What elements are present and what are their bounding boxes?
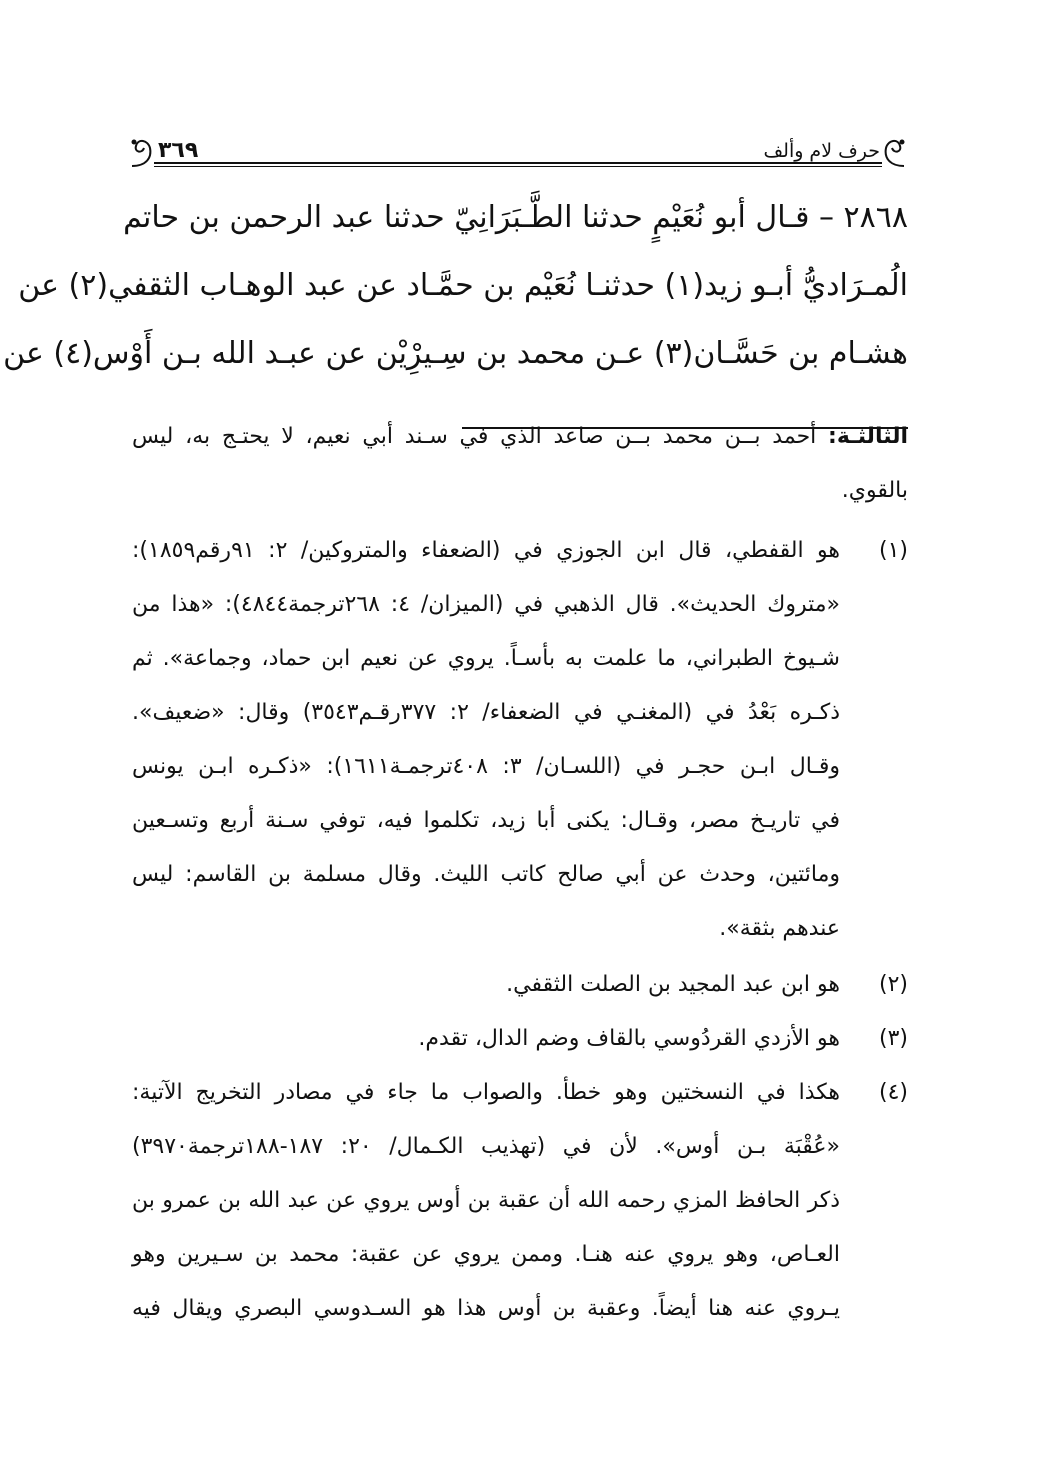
footnote-4 xyxy=(132,1066,908,1336)
footnote-number: (٢) xyxy=(878,972,908,997)
text-line: بالقوي. xyxy=(841,478,908,503)
text-line: وقـال ابـن حجـر في (اللسـان/ ٣: ٤٠٨ترجمـة١٦١١): «ذكـره ابـن يونس xyxy=(132,754,841,779)
running-header xyxy=(128,136,908,170)
text-line: عندهم بثقة». xyxy=(719,916,840,941)
text-line: «عُقْبَة بـن أوس». لأن في (تهذيب الكـمال/ ٢٠: ١٨٧-١٨٨ترجمة٣٩٧٠) xyxy=(132,1134,840,1159)
text-line: ومائتين، وحدث عن أبي صالح كاتب الليث. وقال مسلمة بن القاسم: ليس xyxy=(132,862,840,887)
text-line: شـيوخ الطبراني، ما علمت به بأسـاً. يروي عن نعيم ابن حماد، وجماعة». ثم xyxy=(132,646,840,671)
text-line: هو الأزدي القردُوسي بالقاف وضم الدال، تقدم. xyxy=(418,1026,840,1051)
footnote-number: (٤) xyxy=(878,1080,908,1105)
text-line: هو ابن عبد المجيد بن الصلت الثقفي. xyxy=(506,972,840,997)
text-line: يـروي عنه هنا أيضاً. وعقبة بن أوس هذا هو السـدوسي البصري ويقال فيه xyxy=(132,1296,840,1321)
text-line: هشـام بن حَسَّـان(٣) عـن محمد بن سِـيرِْيْن عن عبـد الله بـن أَوْس(٤) عن xyxy=(3,336,908,371)
footnote-2 xyxy=(132,958,908,1012)
text-line: هو القفطي، قال ابن الجوزي في (الضعفاء والمتروكين/ ٢: ٩١رقم١٨٥٩): xyxy=(132,538,840,563)
footnote-3 xyxy=(132,1012,908,1066)
header-ornament-icon xyxy=(128,136,158,170)
text-line: هكذا في النسختين وهو خطأ. والصواب ما جاء في مصادر التخريج الآتية: xyxy=(132,1080,840,1105)
preamble-label: الثالثـة: xyxy=(828,424,908,449)
footnote-number: (٣) xyxy=(878,1026,908,1051)
chapter-title: حرف لام وألف xyxy=(763,140,880,162)
text-line: الُمـرَاديُّ أبـو زيد(١) حدثنـا نُعَيْم بن حمَّـاد عن عبد الوهـاب الثقفي(٢) عن xyxy=(18,268,908,303)
header-ornament-icon xyxy=(878,136,908,170)
hadith-text xyxy=(3,184,908,388)
footnote-number: (١) xyxy=(878,538,908,563)
header-rule xyxy=(154,162,882,167)
text-line: «متروك الحديث». قال الذهبي في (الميزان/ ٤: ٢٦٨ترجمة٤٨٤٤): «هذا من xyxy=(132,592,841,617)
text-line: ذكـره بَعْدُ في (المغنـي في الضعفاء/ ٢: ٣٧٧رقـم٣٥٤٣) وقال: «ضعيف». xyxy=(132,700,840,725)
text-line: ٢٨٦٨ – قـال أبو نُعَيْمٍ حدثنا الطَّـبَرَانِيّ حدثنا عبد الرحمن بن حاتم xyxy=(123,200,908,235)
page-number: ٣٦٩ xyxy=(158,138,199,163)
footnote-preamble xyxy=(132,410,908,518)
text-line: العـاص، وهو يروي عنه هنـا. وممن يروي عن عقبة: محمد بن سـيرين وهو xyxy=(132,1242,840,1267)
footnote-1 xyxy=(132,524,908,956)
text-line: ذكر الحافظ المزي رحمه الله أن عقبة بن أوس يروي عن عبد الله بن عمرو بن xyxy=(132,1188,840,1213)
text-line: في تاريـخ مصر، وقـال: يكنى أبا زيد، تكلموا فيه، توفي سـنة أربع وتسـعين xyxy=(132,808,840,833)
text-line: الثالثـة: أحمد بــن محمد بــن صاعد الذي في سـند أبي نعيم، لا يحتـج به، ليس xyxy=(132,424,908,449)
